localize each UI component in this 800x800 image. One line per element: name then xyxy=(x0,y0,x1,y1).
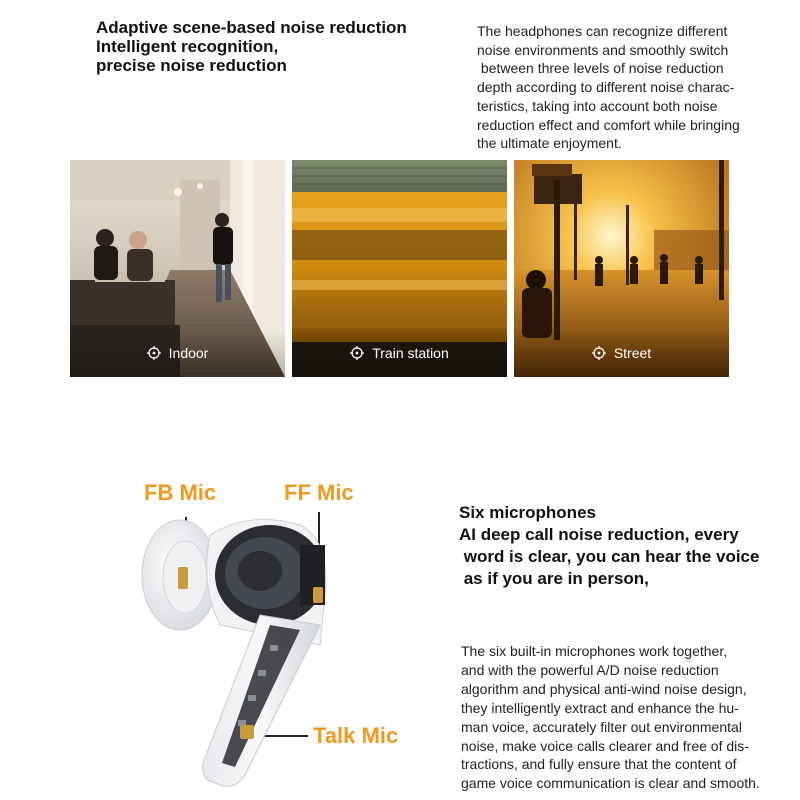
ff-mic-label: FF Mic xyxy=(284,480,354,505)
description-line: game voice communication is clear and smooth. xyxy=(461,775,760,792)
scene-caption xyxy=(292,329,507,377)
description-line: the ultimate enjoyment. xyxy=(477,135,622,152)
heading-line: Intelligent recognition, xyxy=(96,37,279,56)
description-line: noise, make voice calls clearer and free of dis- xyxy=(461,737,749,754)
scene-label-street: Street xyxy=(613,345,652,361)
section2-heading xyxy=(459,502,759,590)
scene-caption xyxy=(70,329,285,377)
target-icon xyxy=(350,346,364,360)
description-line: tractions, and fully ensure that the content of xyxy=(461,756,737,773)
section2-description xyxy=(461,642,791,793)
target-icon xyxy=(147,346,161,360)
description-line: algorithm and physical anti-wind noise design, xyxy=(461,680,747,697)
description-line: The headphones can recognize different xyxy=(477,23,728,39)
earbud-image xyxy=(130,505,360,790)
heading-line: Adaptive scene-based noise reduction xyxy=(96,18,407,37)
section1-heading xyxy=(96,18,407,75)
description-line: depth according to different noise charac- xyxy=(477,79,735,96)
talk-mic-label: Talk Mic xyxy=(313,723,399,748)
scene-label-indoor: Indoor xyxy=(168,345,209,361)
heading-line: Six microphones xyxy=(459,503,596,522)
description-line: between three levels of noise reduction xyxy=(477,60,724,77)
description-line: they intelligently extract and enhance the hu- xyxy=(461,699,739,716)
target-icon xyxy=(592,346,606,360)
scene-label-train-station: Train station xyxy=(372,345,449,361)
description-line: teristics, taking into account both noise xyxy=(477,97,718,114)
heading-line: word is clear, you can hear the voice xyxy=(459,547,760,566)
section1-description xyxy=(477,22,777,153)
description-line: reduction effect and comfort while bringing xyxy=(477,116,740,133)
description-line: man voice, accurately filter out environmental xyxy=(461,718,742,735)
description-line: The six built-in microphones work together, xyxy=(461,643,728,659)
scene-photo-street xyxy=(514,160,729,377)
heading-line: precise noise reduction xyxy=(96,56,287,75)
scene-photo-train-station xyxy=(292,160,507,377)
scene-caption xyxy=(514,329,729,377)
heading-line: as if you are in person, xyxy=(459,569,649,588)
description-line: noise environments and smoothly switch xyxy=(477,41,729,58)
fb-mic-label: FB Mic xyxy=(144,480,217,505)
heading-line: AI deep call noise reduction, every xyxy=(459,525,739,544)
description-line: and with the powerful A/D noise reduction xyxy=(461,661,719,678)
scene-photo-indoor xyxy=(70,160,285,377)
